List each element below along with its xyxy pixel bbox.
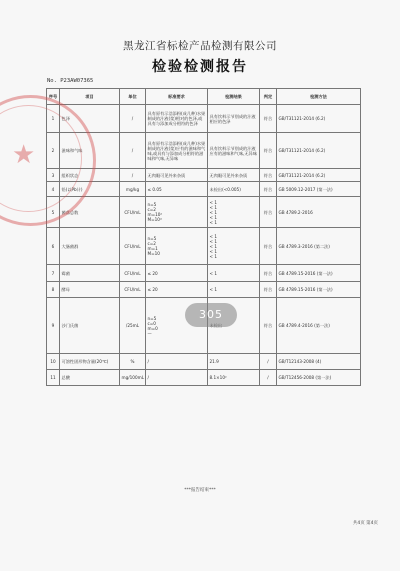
table-row: 1 色泽 / 具有原有示浩添粉(成几种)水果制成的汁液(浆)相对的色泽,或具有与添加成分相符的色泽 具有饮料示节别成的汁液相应的色泽 符合 GB/T31121-2014 (6.2) [47,105,361,133]
table-row: 7 霉菌 CFU/mL ≤ 20 < 1 符合 GB 4789.15-2016 (第一法) [47,265,361,282]
table-row: 11 总酸 mg/100mL / 8.1×10² / GB/T12456-2008 (第一法) [47,370,361,386]
report-end-note: ***报告结束*** [184,488,216,493]
table-row: 8 酵母 CFU/mL ≤ 20 < 1 符合 GB 4789.15-2016 (第一法) [47,282,361,298]
table-row: 2 滋味和气味 / 具有原有示浩添粉(成几种)水果制成的汁液(浆)应有的滋味和气味,或具有与添加成分相符的滋味和气味,无异味 具有饮料示节别成的汁液应有的滋味和气味,无异味 符合 GB/T31121-2014 (6.2) [47,133,361,169]
seal-star-icon: ★ [12,140,36,170]
table-row: 4 铅(以Pb计) mg/kg ≤ 0.05 未检出(<0.005) 符合 GB 5009.12-2017 (第一法) [47,182,361,197]
header-result: 检测结果 [208,89,260,105]
header-no: 序号 [47,89,60,105]
table-row: 10 可溶性固形物含量(20℃) % / 21.9 / GB/T12143-2008 (4) [47,354,361,370]
table-row: 3 组织状态 / 无肉眼可见外来杂质 无肉眼可见外来杂质 符合 GB/T31121-2014 (6.2) [47,169,361,182]
report-title: 检验检测报告 [152,59,248,75]
page-number: 共4页 第4页 [352,521,378,526]
table-header-row [47,89,361,105]
header-requirement: 标准要求 [146,89,208,105]
table-row: 9 沙门氏菌 /25mL n=5 c=0 m=0 — 符合 GB 4789.4-2016 (第一法) [47,298,361,354]
header-method: 检测方法 [277,89,361,105]
results-table [46,88,361,386]
header-unit: 单位 [120,89,146,105]
report-number: No. P23AW07365 [47,78,94,84]
inspection-seal [238,325,288,380]
table-row: 5 菌落总数 CFU/mL n=5 c=2 m=10² M=10⁴ < 1 < 1 < 1 < 1 < 1 符合 GB 4789.2-2016 [47,197,361,228]
page-counter-badge[interactable]: 305 [185,303,237,327]
company-name: 黑龙江省标检产品检测有限公司 [123,40,277,52]
table-row: 6 大肠菌群 CFU/mL n=5 c=2 m=1 M=10 < 1 < 1 < 1 < 1 < 1 符合 GB 4789.3-2016 (第二法) [47,228,361,265]
header-verdict: 判定 [260,89,277,105]
header-item: 项目 [60,89,120,105]
